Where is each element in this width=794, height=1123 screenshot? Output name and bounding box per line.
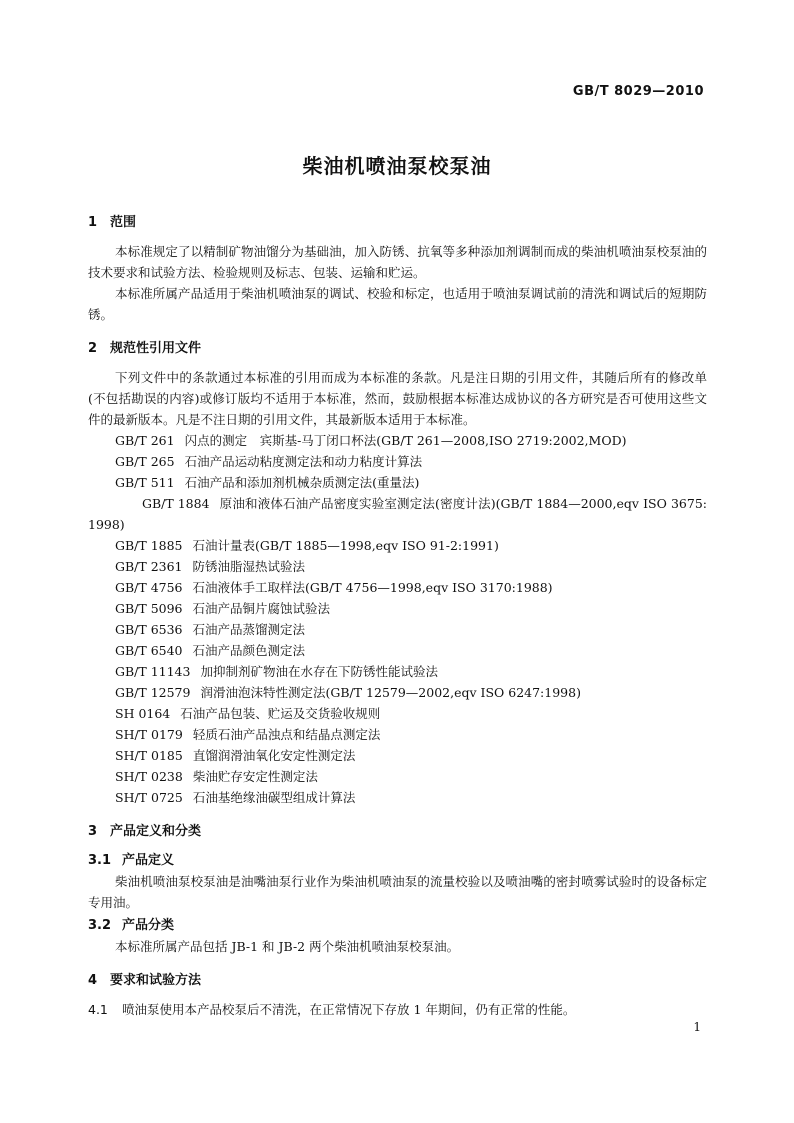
reference-item bbox=[88, 766, 707, 787]
page-number: 1 bbox=[693, 1020, 701, 1034]
document-title: 柴油机喷油泵校泵油 bbox=[302, 154, 492, 178]
reference-title: 石油计量表(GB/T 1885—1998,eqv ISO 91-2:1991) bbox=[192, 538, 499, 553]
reference-title: 防锈油脂湿热试验法 bbox=[192, 559, 306, 574]
subsection-title: 产品定义 bbox=[122, 853, 175, 868]
subsection-3-2-heading bbox=[88, 915, 707, 936]
reference-title: 石油产品和添加剂机械杂质测定法(重量法) bbox=[184, 475, 420, 490]
reference-item bbox=[88, 493, 707, 535]
reference-item bbox=[88, 472, 707, 493]
reference-title: 闪点的测定 宾斯基-马丁闭口杯法(GB/T 261—2008,ISO 2719:2002,MOD) bbox=[184, 433, 627, 448]
section-title: 规范性引用文件 bbox=[110, 341, 202, 356]
reference-code: GB/T 265 bbox=[115, 454, 175, 469]
reference-code: GB/T 4756 bbox=[115, 580, 183, 595]
section-2-heading bbox=[88, 338, 707, 359]
paragraph: 本标准规定了以精制矿物油馏分为基础油，加入防锈、抗氧等多种添加剂调制而成的柴油机喷油泵校泵油的技术要求和试验方法、检验规则及标志、包装、运输和贮运。 bbox=[88, 244, 707, 280]
reference-code: GB/T 5096 bbox=[115, 601, 183, 616]
reference-item bbox=[88, 556, 707, 577]
reference-item bbox=[88, 724, 707, 745]
clause-number: 4.1 bbox=[88, 1002, 108, 1017]
reference-title: 石油产品运动粘度测定法和动力粘度计算法 bbox=[184, 454, 423, 469]
reference-code: GB/T 1884 bbox=[142, 496, 210, 511]
section-number: 2 bbox=[88, 341, 98, 356]
reference-title: 石油基绝缘油碳型组成计算法 bbox=[192, 790, 356, 805]
reference-title: 石油产品包装、贮运及交货验收规则 bbox=[180, 706, 381, 721]
reference-item bbox=[88, 451, 707, 472]
paragraph: 本标准所属产品适用于柴油机喷油泵的调试、校验和标定，也适用于喷油泵调试前的清洗和调试后的短期防锈。 bbox=[88, 286, 707, 322]
reference-code: SH/T 0179 bbox=[115, 727, 183, 742]
standard-code: GB/T 8029—2010 bbox=[572, 84, 704, 99]
reference-code: SH 0164 bbox=[115, 706, 171, 721]
reference-title: 柴油贮存安定性测定法 bbox=[192, 769, 318, 784]
subsection-number: 3.1 bbox=[88, 853, 112, 868]
reference-item bbox=[88, 535, 707, 556]
clause-4-1 bbox=[88, 999, 707, 1020]
reference-item bbox=[88, 703, 707, 724]
reference-title: 原油和液体石油产品密度实验室测定法(密度计法)(GB/T 1884—2000,eqv ISO 3675:1998) bbox=[88, 496, 707, 532]
reference-title: 石油液体手工取样法(GB/T 4756—1998,eqv ISO 3170:1988) bbox=[192, 580, 553, 595]
section-4-heading bbox=[88, 970, 707, 991]
reference-title: 加抑制剂矿物油在水存在下防锈性能试验法 bbox=[200, 664, 438, 679]
reference-code: GB/T 2361 bbox=[115, 559, 183, 574]
section-number: 1 bbox=[88, 215, 98, 230]
reference-item bbox=[88, 619, 707, 640]
reference-title: 石油产品铜片腐蚀试验法 bbox=[192, 601, 331, 616]
reference-item bbox=[88, 430, 707, 451]
clause-text: 喷油泵使用本产品校泵后不清洗，在正常情况下存放 1 年期间，仍有正常的性能。 bbox=[122, 1002, 576, 1017]
paragraph: 下列文件中的条款通过本标准的引用而成为本标准的条款。凡是注日期的引用文件，其随后所有的修改单(不包括勘误的内容)或修订版均不适用于本标准，然而，鼓励根据本标准达成协议的各方研究是否可使用这些文件的最新版本。凡是不注日期的引用文件，其最新版本适用于本标准。 bbox=[88, 370, 707, 427]
reference-item bbox=[88, 640, 707, 661]
paragraph: 本标准所属产品包括 JB-1 和 JB-2 两个柴油机喷油泵校泵油。 bbox=[115, 939, 460, 954]
paragraph: 柴油机喷油泵校泵油是油嘴油泵行业作为柴油机喷油泵的流量校验以及喷油嘴的密封喷雾试验时的设备标定专用油。 bbox=[88, 874, 707, 910]
reference-code: GB/T 12579 bbox=[115, 685, 191, 700]
reference-code: GB/T 6536 bbox=[115, 622, 183, 637]
reference-code: GB/T 261 bbox=[115, 433, 175, 448]
reference-code: GB/T 6540 bbox=[115, 643, 183, 658]
reference-title: 润滑油泡沫特性测定法(GB/T 12579—2002,eqv ISO 6247:1998) bbox=[200, 685, 581, 700]
reference-code: GB/T 1885 bbox=[115, 538, 183, 553]
reference-code: SH/T 0725 bbox=[115, 790, 183, 805]
reference-code: GB/T 511 bbox=[115, 475, 175, 490]
section-number: 4 bbox=[88, 973, 98, 988]
subsection-number: 3.2 bbox=[88, 918, 112, 933]
reference-item bbox=[88, 682, 707, 703]
reference-item bbox=[88, 598, 707, 619]
reference-item bbox=[88, 577, 707, 598]
reference-item bbox=[88, 787, 707, 808]
section-title: 要求和试验方法 bbox=[110, 973, 202, 988]
reference-title: 石油产品颜色测定法 bbox=[192, 643, 306, 658]
section-number: 3 bbox=[88, 824, 98, 839]
reference-title: 直馏润滑油氧化安定性测定法 bbox=[192, 748, 356, 763]
reference-item bbox=[88, 745, 707, 766]
subsection-title: 产品分类 bbox=[122, 918, 175, 933]
reference-code: SH/T 0238 bbox=[115, 769, 183, 784]
section-title: 产品定义和分类 bbox=[110, 824, 202, 839]
reference-item bbox=[88, 661, 707, 682]
section-3-heading bbox=[88, 821, 707, 842]
reference-code: SH/T 0185 bbox=[115, 748, 183, 763]
reference-title: 石油产品蒸馏测定法 bbox=[192, 622, 306, 637]
document-body bbox=[88, 212, 707, 1020]
section-1-heading bbox=[88, 212, 707, 233]
section-title: 范围 bbox=[110, 215, 137, 230]
reference-title: 轻质石油产品浊点和结晶点测定法 bbox=[192, 727, 381, 742]
reference-code: GB/T 11143 bbox=[115, 664, 191, 679]
subsection-3-1-heading bbox=[88, 850, 707, 871]
